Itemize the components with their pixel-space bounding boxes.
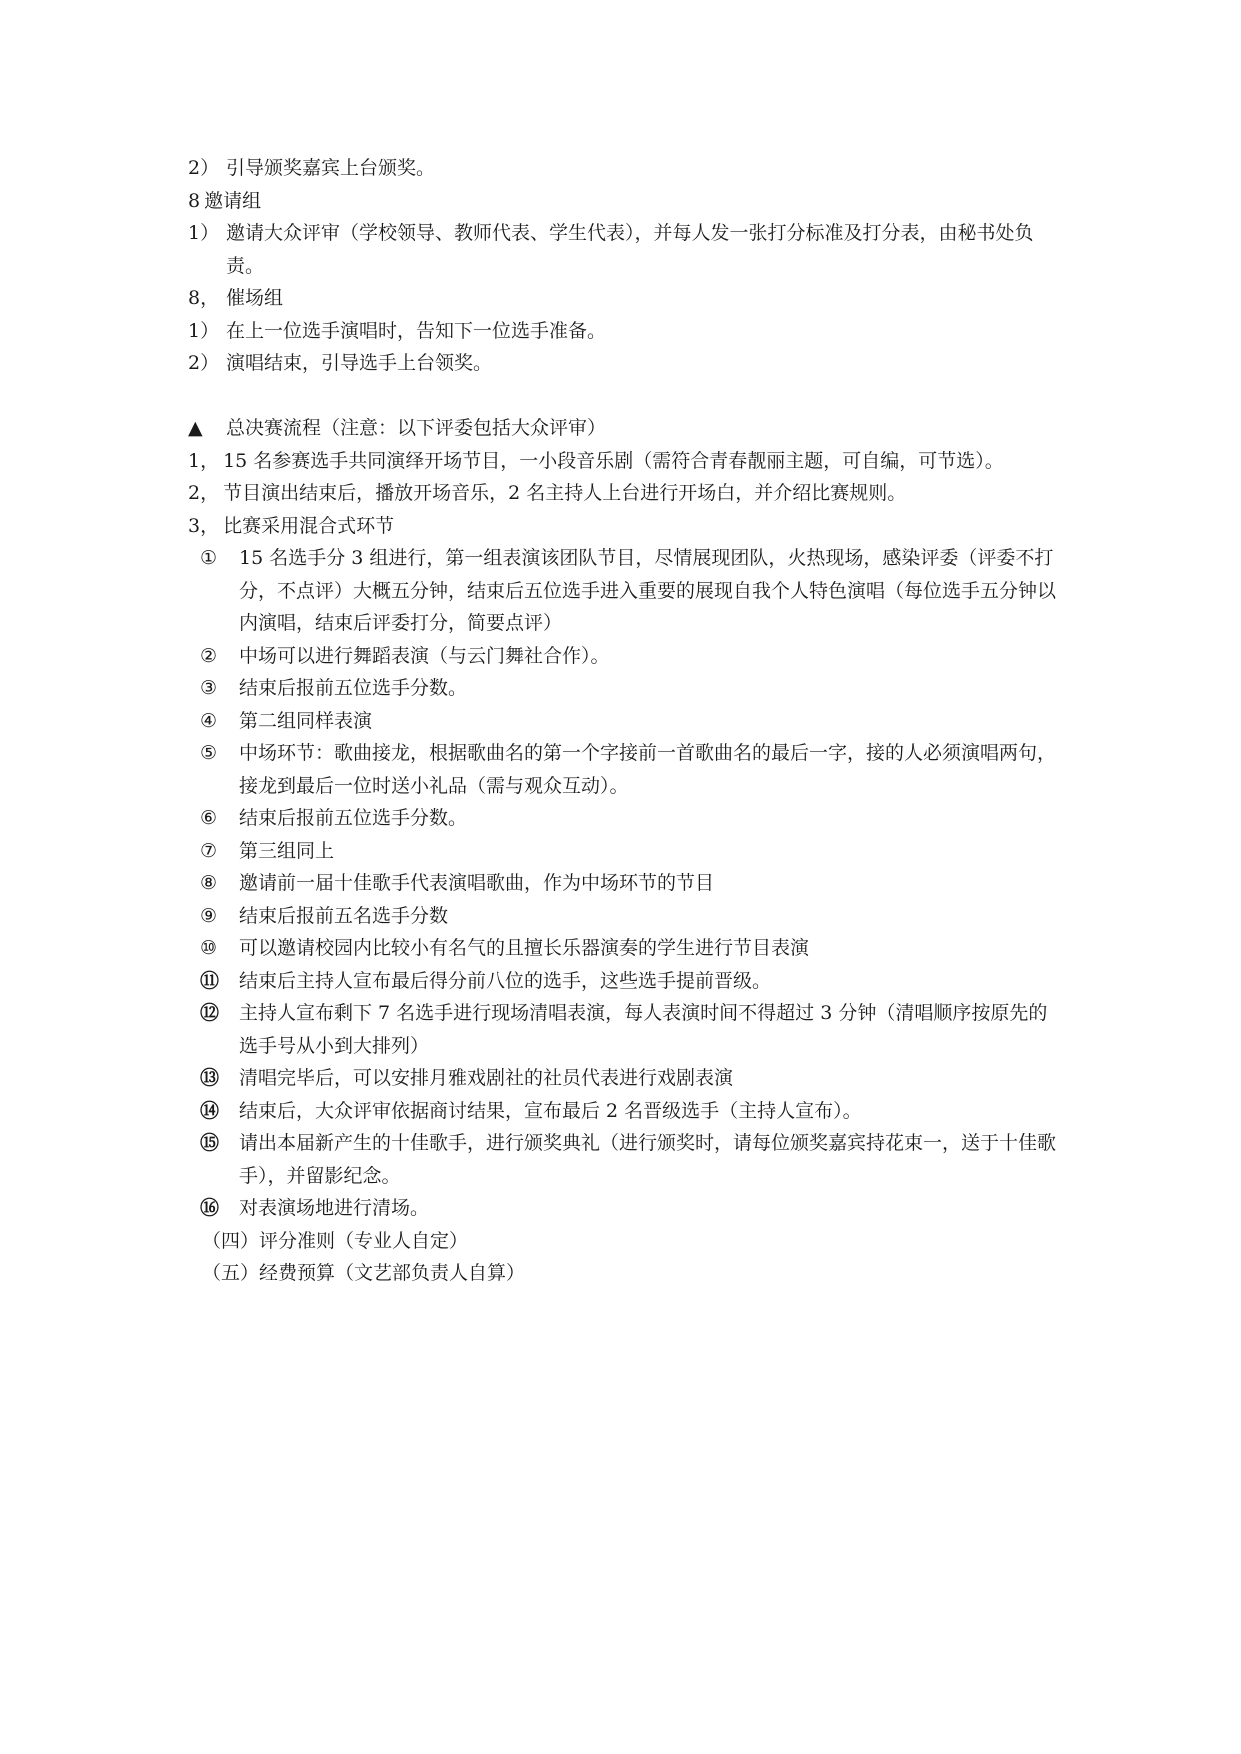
list-item	[188, 997, 1058, 1062]
item-number: 2，	[188, 482, 220, 504]
item-text: 结束后报前五位选手分数。	[239, 677, 468, 699]
item-text: 第二组同样表演	[239, 709, 373, 732]
item-number: ④	[200, 709, 218, 732]
list-item	[188, 932, 1058, 965]
document-body	[188, 152, 1058, 1290]
item-text: 节目演出结束后，播放开场音乐，2 名主持人上台进行开场白，并介绍比赛规则。	[223, 482, 907, 504]
item-text: 中场环节：歌曲接龙，根据歌曲名的第一个字接前一首歌曲名的最后一字，接的人必须演唱两句，接龙到最后一位时送小礼品（需与观众互动）。	[239, 742, 1057, 797]
section-title: 催场组	[226, 287, 284, 309]
item-text: 15 名参赛选手共同演绎开场节目，一小段音乐剧（需符合青春靓丽主题，可自编，可节选）。	[223, 449, 1004, 472]
item-number: 1，	[188, 449, 220, 472]
section-heading	[188, 282, 1058, 315]
item-number: ⑦	[200, 839, 218, 862]
list-item	[188, 705, 1058, 738]
item-text: 邀请前一届十佳歌手代表演唱歌曲，作为中场环节的节目	[239, 872, 715, 894]
item-number: ②	[200, 644, 218, 667]
item-number: ⑪	[200, 969, 220, 992]
section-title: 邀请组	[204, 189, 262, 212]
subsection-heading	[188, 1225, 1058, 1258]
list-item	[188, 737, 1058, 802]
blank-line	[188, 380, 1058, 413]
item-text: 引导颁奖嘉宾上台颁奖。	[226, 157, 436, 179]
subsection-heading	[188, 1257, 1058, 1290]
item-number: 1）	[188, 222, 220, 244]
item-text: 15 名选手分 3 组进行，第一组表演该团队节目，尽情展现团队，火热现场，感染评委（评委不打分，不点评）大概五分钟，结束后五位选手进入重要的展现自我个人特色演唱（每位选手五分钟以内演唱，结束后评委打分，简要点评）	[239, 547, 1057, 634]
item-text: 结束后报前五位选手分数。	[239, 807, 468, 829]
item-text: 对表演场地进行清场。	[239, 1197, 430, 1219]
subsection-text: （四）评分准则（专业人自定）	[202, 1229, 469, 1252]
item-number: ⑭	[200, 1099, 220, 1122]
list-item	[188, 152, 1058, 185]
section-heading	[188, 185, 1058, 218]
item-number: ⑤	[200, 742, 218, 764]
subsection-text: （五）经费预算（文艺部负责人自算）	[202, 1262, 526, 1284]
list-item	[188, 1095, 1058, 1128]
item-number: ③	[200, 677, 218, 699]
section-number: 8，	[188, 287, 220, 309]
item-text: 结束后报前五名选手分数	[239, 904, 449, 927]
list-item	[188, 640, 1058, 673]
list-item	[188, 900, 1058, 933]
item-text: 结束后，大众评审依据商讨结果，宣布最后 2 名晋级选手（主持人宣布）。	[239, 1099, 862, 1122]
section-heading	[188, 412, 1058, 445]
item-text: 清唱完毕后，可以安排月雅戏剧社的社员代表进行戏剧表演	[239, 1067, 734, 1089]
item-text: 结束后主持人宣布最后得分前八位的选手，这些选手提前晋级。	[239, 969, 772, 992]
list-item	[188, 802, 1058, 835]
list-item	[188, 510, 1058, 543]
list-item	[188, 672, 1058, 705]
section-number: 8	[188, 189, 201, 212]
section-title: 总决赛流程（注意：以下评委包括大众评审）	[226, 417, 607, 439]
list-item	[188, 965, 1058, 998]
item-number: ⑮	[200, 1132, 220, 1154]
item-number: ⑥	[200, 807, 218, 829]
item-number: ⑫	[200, 1002, 220, 1024]
list-item	[188, 867, 1058, 900]
item-number: ⑯	[200, 1197, 220, 1219]
item-text: 比赛采用混合式环节	[223, 514, 395, 537]
triangle-icon: ▲	[188, 417, 203, 439]
list-item	[188, 1127, 1058, 1192]
item-number: ⑩	[200, 937, 218, 959]
item-number: 2）	[188, 352, 220, 374]
item-number: ①	[200, 547, 218, 569]
list-item	[188, 835, 1058, 868]
item-number: 1）	[188, 319, 220, 342]
list-item	[188, 315, 1058, 348]
item-text: 可以邀请校园内比较小有名气的且擅长乐器演奏的学生进行节目表演	[239, 937, 810, 959]
item-text: 第三组同上	[239, 839, 335, 862]
item-text: 主持人宣布剩下 7 名选手进行现场清唱表演，每人表演时间不得超过 3 分钟（清唱顺序按原先的选手号从小到大排列）	[239, 1002, 1048, 1057]
item-number: ⑬	[200, 1067, 220, 1089]
item-text: 邀请大众评审（学校领导、教师代表、学生代表），并每人发一张打分标准及打分表，由秘书处负责。	[226, 222, 1034, 277]
item-text: 在上一位选手演唱时，告知下一位选手准备。	[226, 319, 607, 342]
list-item	[188, 477, 1058, 510]
item-number: 3，	[188, 514, 220, 537]
item-number: 2）	[188, 157, 220, 179]
list-item	[188, 217, 1058, 282]
item-text: 演唱结束，引导选手上台领奖。	[226, 352, 493, 374]
list-item	[188, 445, 1058, 478]
item-text: 中场可以进行舞蹈表演（与云门舞社合作）。	[239, 644, 610, 667]
item-number: ⑧	[200, 872, 218, 894]
item-number: ⑨	[200, 904, 218, 927]
list-item	[188, 347, 1058, 380]
item-text: 请出本届新产生的十佳歌手，进行颁奖典礼（进行颁奖时，请每位颁奖嘉宾持花束一，送于十佳歌手），并留影纪念。	[239, 1132, 1057, 1187]
list-item	[188, 1062, 1058, 1095]
list-item	[188, 542, 1058, 640]
list-item	[188, 1192, 1058, 1225]
